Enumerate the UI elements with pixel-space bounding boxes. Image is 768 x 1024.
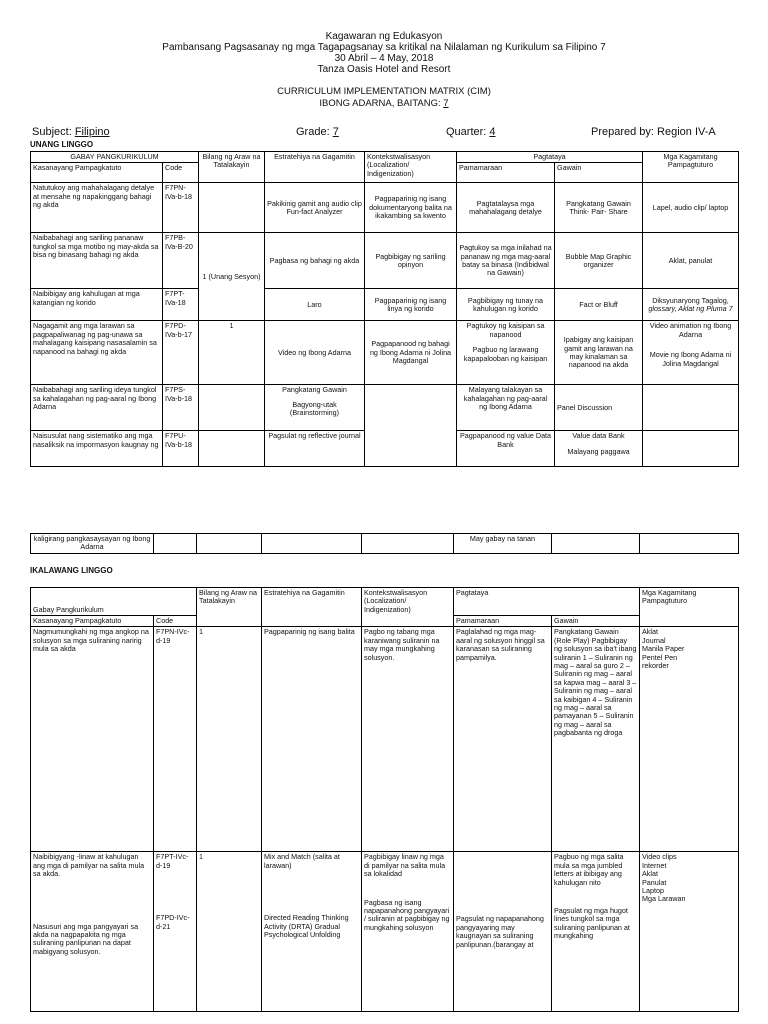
cell-kasanayan: Natutukoy ang mahahalagang detalye at mensahe ng napakinggang bahagi ng akda [31, 183, 163, 233]
estratehiya-line-1: Pangkatang Gawain [282, 385, 347, 395]
cell-pamamaraan: Paglalahad ng mga mag-aaral ng solusyon hinggil sa karanasan sa suliraning pampamilya. [454, 627, 552, 852]
cell-estratehiya [262, 534, 362, 554]
cell-estratehiya: Laro [265, 289, 365, 321]
kagamitan-item: Journal [642, 635, 666, 645]
table-row [31, 289, 739, 321]
cell-konteks: Pagbibigay ng sariling opinyon [365, 233, 457, 289]
week1-title: UNANG LINGGO [30, 140, 94, 149]
kagamitan-item: Laptop [642, 886, 664, 896]
col-kontekstwalisasyon: Kontekstwalisasyon (Localization/ Indigenization) [365, 152, 457, 183]
cell-estratehiya: Pagpaparinig ng isang balita [262, 627, 362, 852]
cell-kagamitan [643, 385, 739, 431]
kagamitan-item: rekorder [642, 661, 669, 671]
col-kagamitan: Mga Kagamitang Pampagtuturo [640, 588, 739, 627]
table-row [31, 385, 739, 431]
col-gabay: Gabay Pangkurikulum [31, 588, 197, 616]
cell-pamamaraan: Pagpapanood ng value Data Bank [457, 431, 555, 467]
subject-field [32, 126, 110, 138]
cell-bilang [199, 431, 265, 467]
cell-kagamitan [640, 534, 739, 554]
col-bilang: Bilang ng Araw na Tatalakayin [197, 588, 262, 627]
kagamitan-item: Video clips [642, 852, 677, 862]
cell-pamamaraan [454, 852, 552, 1012]
cell-gawain: Ipabigay ang kaisipan gamit ang larawan na may kinalaman sa napanood na akda [555, 321, 643, 385]
cell-code: F7PD-IVa-b-17 [163, 321, 199, 385]
cell-kagamitan [640, 627, 739, 852]
col-code: Code [154, 616, 197, 627]
cell-konteks [362, 534, 454, 554]
cell-bilang [197, 534, 262, 554]
cell-konteks: Pagbo ng tabang mga karaniwang suliranin na may mga mungkahing solusyon. [362, 627, 454, 852]
cell-gawain: Pangkatang Gawain (Role Play) Pagbibigay ng solusyon sa iba't ibang suliranin 1 – Suliranin ng mag – aaral sa guro 2 – Suliranin ng mag – aaral sa kapwa mag – aaral 3 – Suliranin ng mag – aaral sa kaibigan 4 – Suliranin ng mag – aaral sa pamayanan 5 – Suliranin ng mag – aaral sa pagbabanta ng droga [552, 627, 640, 852]
cell-konteks [365, 385, 457, 467]
gawain-line-2: Malayang paggawa [567, 446, 630, 456]
cell-kasanayan: Naibibigay ang kahulugan at mga katangian ng korido [31, 289, 163, 321]
kagamitan-item: Aklat [642, 869, 658, 879]
subject-label: Subject: [32, 126, 75, 138]
cell-estratehiya [262, 852, 362, 1012]
cell-bilang [199, 183, 265, 233]
col-kontekstwalisasyon: Kontekstwalisasyon (Localization/ Indigenization) [362, 588, 454, 627]
grade-label: Grade: [296, 126, 333, 138]
cell-konteks: Pagpaparinig ng isang dokumentaryong balita na ikakambing sa kwento [365, 183, 457, 233]
cell-kasanayan: Nagmumungkahi ng mga angkop na solusyon sa mga suliraning naririg mula sa akda [31, 627, 154, 852]
col-code: Code [163, 163, 199, 183]
header-agency: Kagawaran ng Edukasyon [325, 31, 443, 42]
col-gawain: Gawain [555, 163, 643, 183]
header-event: Pambansang Pagsasanay ng mga Tagapagsanay sa kritikal na Nilalaman ng Kurikulum sa Filipino 7 [162, 42, 606, 53]
header-subtitle [0, 98, 768, 109]
table-row [31, 321, 739, 385]
quarter-label: Quarter: [446, 126, 490, 138]
kagamitan-italic-text: glossary, Aklat ng Pluma 7 [648, 303, 733, 313]
code-item: F7PT-IVc-d-19 [156, 852, 189, 870]
gawain-line-1: Value data Bank [572, 431, 625, 441]
table-row [31, 183, 739, 233]
cell-kasanayan: Naibabahagi ang sariling pananaw tungkol sa mga motibo ng may-akda sa bisa ng binasang bahagi ng akda [31, 233, 163, 289]
quarter-field [446, 126, 496, 138]
col-kagamitan: Mga Kagamitang Pampagtuturo [643, 152, 739, 183]
cell-kagamitan [643, 431, 739, 467]
col-pagtataya: Pagtataya [457, 152, 643, 163]
cell-bilang [199, 385, 265, 431]
cell-bilang: 1 [197, 627, 262, 852]
kagamitan-line-1: Video animation ng Ibong Adarna [649, 321, 732, 339]
col-estratehiya: Estratehiya na Gagamitin [265, 152, 365, 183]
cell-gawain [552, 852, 640, 1012]
konteks-item: Pagbasa ng isang napapanahong pangyayari / suliranin at pagbibigay ng mungkahing solusyon [364, 897, 450, 932]
cell-code: F7PN-IVc-d-19 [154, 627, 197, 852]
kagamitan-item: Aklat [642, 627, 658, 637]
cell-gawain: Bubble Map Graphic organizer [555, 233, 643, 289]
col-estratehiya: Estratehiya na Gagamitin [262, 588, 362, 627]
cell-kagamitan: Aklat, panulat [643, 233, 739, 289]
cell-kasanayan: Naibabahagi ang sariling ideya tungkol sa kahalagahan ng pag-aaral ng Ibong Adarna [31, 385, 163, 431]
cell-pamamaraan [457, 321, 555, 385]
col-pamamaraan: Pamamaraan [457, 163, 555, 183]
col-bilang: Bilang ng Araw na Tatalakayin [199, 152, 265, 183]
continuation-table [30, 533, 739, 554]
cell-code: F7PS-IVa-b-18 [163, 385, 199, 431]
cell-code: F7PB-IVa-B-20 [163, 233, 199, 289]
table-row [31, 534, 739, 554]
kagamitan-item: Manila Paper [642, 644, 685, 654]
estratehiya-item: Directed Reading Thinking Activity (DRTA) Gradual Psychological Unfolding [264, 913, 349, 940]
grade-field [296, 126, 339, 138]
cell-kagamitan [640, 852, 739, 1012]
cell-gawain: Panel Discussion [555, 385, 643, 431]
cell-code: F7PT-IVa-18 [163, 289, 199, 321]
cell-code [154, 534, 197, 554]
cell-estratehiya: Pagbasa ng bahagi ng akda [265, 233, 365, 289]
pamamaraan-line-2: Pagbuo ng larawang kapapalooban ng kaisipan [463, 345, 548, 363]
gawain-item: Pagbuo ng mga salita mula sa mga jumbled letters at ibibigay ang kahulugan nito [554, 852, 624, 887]
table-header-row [31, 152, 739, 163]
cell-kagamitan [643, 289, 739, 321]
subject-value: Filipino [74, 126, 110, 138]
cell-konteks [362, 852, 454, 1012]
header-subtitle-text: IBONG ADARNA, BAITANG: [319, 98, 444, 109]
cell-code: F7PN-IVa-b-18 [163, 183, 199, 233]
cell-code [154, 852, 197, 1012]
pamamaraan-line-1: Pagtukoy ng kaisipan sa napanood [466, 321, 545, 339]
col-kasanayan: Kasanayang Pampagkatuto [31, 616, 154, 627]
cell-estratehiya: Pakikinig gamit ang audio clip Fun-fact Analyzer [265, 183, 365, 233]
cell-pamamaraan: Pagbibigay ng tunay na kahulugan ng korido [457, 289, 555, 321]
table-header-row [31, 588, 739, 608]
table-row [31, 852, 739, 1012]
estratehiya-line-2: Bagyong-utak (Brainstorming) [289, 399, 340, 418]
grade-value: 7 [332, 126, 339, 138]
cell-estratehiya [265, 385, 365, 431]
cell-estratehiya: Pagsulat ng reflective journal [265, 431, 365, 467]
code-item: F7PD-IVc-d-21 [156, 913, 190, 931]
cell-kasanayan: Nagagamit ang mga larawan sa pagpapaliwanag ng pag-unawa sa mahalagang kaisipang nasasalamin sa napanood na bahagi ng akda [31, 321, 163, 385]
prepared-by: Prepared by: Region IV-A [591, 126, 716, 138]
kagamitan-item: Internet [642, 860, 667, 870]
kagamitan-line-2: Movie ng Ibong Adarna ni Jolina Magdangal [649, 350, 732, 368]
header-date: 30 Abril – 4 May, 2018 [334, 53, 434, 64]
table-row [31, 233, 739, 289]
pamamaraan-item: Pagsulat ng napapanahong pangyayaring may kaugnayan sa suliraning panlipunan.(barangay at [456, 914, 544, 949]
cell-bilang: 1 (Unang Sesyon) [199, 233, 265, 321]
estratehiya-item: Mix and Match (salita at larawan) [264, 852, 340, 870]
kasanayan-item: Nasusuri ang mga pangyayari sa akda na nagpapakita ng mga suliraning panlipunan na dapat mabigyang solusyon. [33, 921, 139, 956]
cell-gawain [555, 431, 643, 467]
table-row [31, 627, 739, 852]
col-gawain: Gawain [552, 616, 640, 627]
cell-pamamaraan: May gabay na tanan [454, 534, 552, 554]
week2-title: IKALAWANG LINGGO [30, 566, 113, 575]
cell-pamamaraan: Malayang talakayan sa kahalagahan ng pag-aaral ng Ibong Adarna [457, 385, 555, 431]
gawain-item: Pagsulat ng mga hugot lines tungkol sa mga suliraning panlipunan at mungkahing [554, 906, 630, 941]
header-grade-value: 7 [443, 98, 449, 109]
cell-konteks: Pagpapanood ng bahagi ng Ibong Adarna ni Jolina Magdangal [365, 321, 457, 385]
cell-bilang: 1 [197, 852, 262, 1012]
kagamitan-text: Diksyunaryong Tagalog, [652, 295, 729, 305]
cell-konteks: Pagpaparinig ng isang linya ng korido [365, 289, 457, 321]
header-venue: Tanza Oasis Hotel and Resort [317, 64, 451, 75]
cell-kasanayan: Naisusulat nang sistematiko ang mga nasaliksik na impormasyon kaugnay ng [31, 431, 163, 467]
cell-gawain [552, 534, 640, 554]
cell-code: F7PU-IVa-b-18 [163, 431, 199, 467]
week2-table [30, 587, 739, 1012]
col-pamamaraan: Pamamaraan [454, 616, 552, 627]
quarter-value: 4 [489, 126, 496, 138]
col-kasanayan: Kasanayang Pampagkatuto [31, 163, 163, 183]
kagamitan-item: Panulat [642, 877, 667, 887]
header-cim-title: CURRICULUM IMPLEMENTATION MATRIX (CIM) [277, 86, 491, 97]
kasanayan-item: Naibibigyang -linaw at kahulugan ang mga di pamilyar na salita mula sa akda. [33, 852, 145, 879]
cell-pamamaraan: Pagtatalaysa mga mahahalagang detalye [457, 183, 555, 233]
cell-gawain: Pangkatang Gawain Think- Pair- Share [555, 183, 643, 233]
konteks-item: Pagbibigay linaw ng mga di pamilyar na salita mula sa lokalidad [364, 852, 446, 879]
cell-kasanayan: kaligirang pangkasaysayan ng Ibong Adarna [31, 534, 154, 554]
week1-table [30, 151, 739, 467]
cell-kagamitan: Lapel, audio clip/ laptop [643, 183, 739, 233]
kagamitan-item: Mga Larawan [642, 894, 686, 904]
col-gabay: GABAY PANGKURIKULUM [31, 152, 199, 163]
cell-bilang: 1 [199, 321, 265, 385]
cell-kagamitan [643, 321, 739, 385]
kagamitan-item: Pentel Pen [642, 652, 678, 662]
cell-kasanayan [31, 852, 154, 1012]
cell-gawain: Fact or Bluff [555, 289, 643, 321]
cell-estratehiya: Video ng Ibong Adarna [265, 321, 365, 385]
col-pagtataya: Pagtataya [454, 588, 640, 616]
cell-pamamaraan: Pagtukoy sa mga inilahad na pananaw ng mga mag-aaral batay sa binasa (Indibidwal na Gawain) [457, 233, 555, 289]
